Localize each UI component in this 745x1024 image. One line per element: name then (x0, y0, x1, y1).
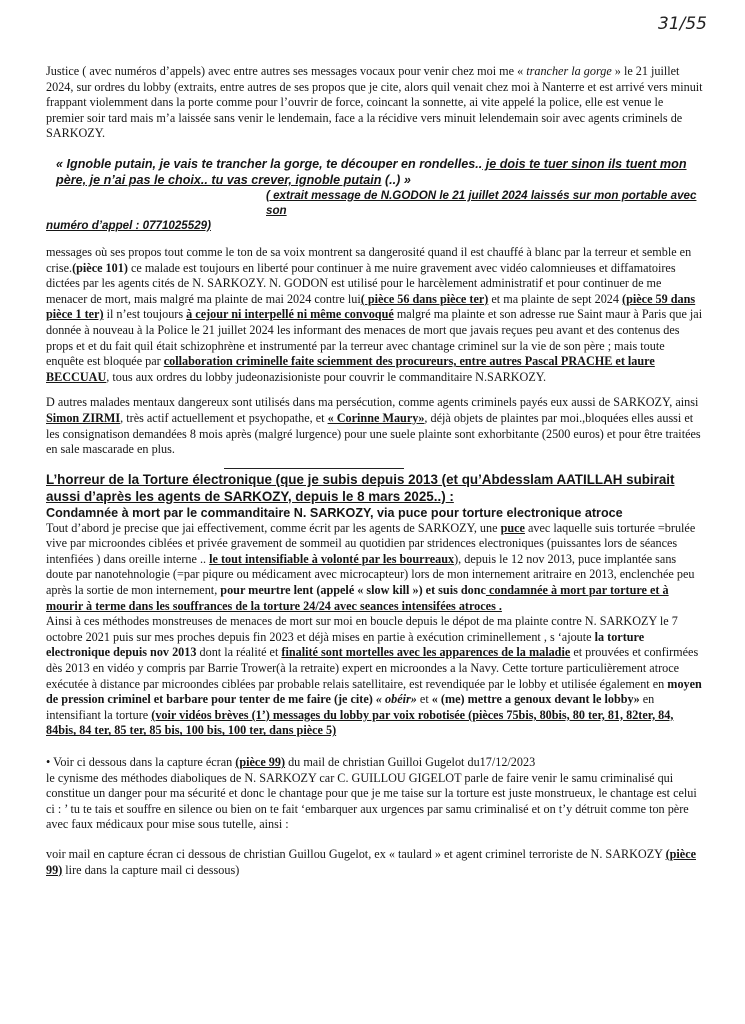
quote-source-line-1: ( extrait message de N.GODON le 21 juillet 2024 laissés sur mon portable avec son (266, 188, 697, 217)
text: ce malade est toujours en liberté pour continuer à me nuire gravement avec vidéo calomnieuses et diffamatoires dictées par les agents cités de N. SARKOZY. N. GODON est utilisé pour le harcèlement administratif et pour continuer de me menacer de mort, mais malgré ma plainte de mai 2024 contre lui (46, 260, 676, 306)
section-subtitle: Condamnée à mort par le commanditaire N. SARKOZY, via puce pour torture electronique atroce (46, 505, 623, 520)
section-divider (224, 468, 404, 469)
paragraph-5 (46, 614, 704, 739)
section-title (46, 471, 704, 505)
emphasis-text: « (me) mettre a genoux devant le lobby» (431, 692, 640, 707)
section-title-colon: : (445, 488, 454, 504)
section-title-main: L’horreur de la Torture électronique (46, 471, 272, 487)
text: Voir ci dessous dans la capture écran (53, 755, 236, 769)
text: Justice ( avec numéros d’appels) avec entre autres ses messages vocaux pour venir chez moi me « (46, 64, 527, 78)
emphasis-text: le tout intensifiable à volonté par les bourreaux (209, 551, 455, 566)
piece-ref: (pièce 99) (46, 846, 697, 877)
text: » le 21 juillet 2024, sur ordres du lobby (extraits, entre autres de ses propos que je cite, alors quil venait chez moi à Nanterre et est arrivé vers minuit frappant violemment dans la porte comme pour l’ouvrir de force, coincant la sonnette, ai vite appelé la police, elle est venue le premier soir tard mais m’a laissée sans venir le lendemain, face a la récidive vers minuit lelendemain soir avec agents criminels de SARKOZY. (46, 64, 703, 141)
paragraph-1 (46, 64, 704, 142)
piece-ref: (voir vidéos brèves (1’) messages du lobby par voix robotisée (pièces 75bis, 80bis, 80 ter, 81, 82ter, 84, 84bis, 84 ter, 85 ter, 85 bis, 100 bis, 100 ter, dans pièce 5) (46, 707, 674, 738)
emphasis-text: la torture electronique depuis nov 2013 (46, 629, 645, 660)
quote-text: « Ignoble putain, je vais te trancher la gorge, te découper en rondelles.. (56, 156, 483, 171)
text: en intensifiant la torture (46, 692, 655, 722)
text: , déjà objets de plaintes par moi.,bloquées elles aussi et les consignatison demandées 8 mois après (malgré lurgence) pour une suele plainte sont exhorbitante (2500 euros) et pour être traitées en sale mascarade en plus. (46, 410, 701, 457)
paragraph-2 (46, 245, 704, 385)
section-title-paren: (que je subis depuis 2013 (et qu’Abdesslam AATILLAH subirait aussi d’après les agents de SARKOZY, depuis le 8 mars 2025..) (46, 471, 675, 504)
text: avec laquelle suis torturée =brulée vive par microondes ciblées et privée gravement de sommeil au quotidien par stridences electroniques (puissantes lors de séances intenfiées ) dans oreille interne .. (46, 520, 696, 566)
quote-source (46, 188, 704, 233)
text: dont la réalité et (196, 645, 282, 660)
text: et ma plainte de sept 2024 (488, 291, 623, 306)
paragraph-3 (46, 395, 704, 457)
person-name: Simon ZIRMI (46, 410, 121, 425)
paragraph-4 (46, 521, 704, 615)
quote-text: (..) » (381, 172, 411, 187)
paragraph-7 (46, 847, 704, 878)
text: le cynisme des méthodes diaboliques de N. SARKOZY car C. GUILLOU GIGELOT parle de faire venir le samu criminalisé qui constitue un danger pour ma sécurité et donc le chantage pour que je me taise sur la torture est juste monstrueux, le chantage est celui ci : ’ tu te tais et souffre en silence ou bien on te fait ‘embarquer aux urgences par samu criminalisé et on t’y détruit comme ton père avec faux médicaux pour mise sous tutelle, ainsi : (46, 770, 697, 832)
text: voir mail en capture écran ci dessous de christian Guillou Gugelot, ex « taulard » et agent criminel terroriste de N. SARKOZY (46, 846, 666, 861)
text: et (416, 692, 432, 707)
emphasis-text: « obéir» (372, 692, 417, 707)
text: ), depuis le 12 nov 2013, puce implantée sans doute par nanotehnologie (=par piqure ou médicament avec microcapteur) lors de mon internement aritraire en 2013, enclenchée peu après la sortie de mon internement, (46, 551, 695, 598)
text: du mail de christian Guilloi Gugelot du17/12/2023 (285, 755, 536, 769)
piece-ref: (pièce 99) (235, 755, 286, 769)
text: , très actif actuellement et psychopathe, et (120, 410, 328, 425)
text: lire dans la capture mail ci dessous) (62, 862, 240, 877)
quote-source-line-2: numéro d’appel : 0771025529) (46, 218, 211, 232)
emphasis-text: collaboration criminelle faite sciemment des procureurs, entre autres Pascal PRACHE et laure BECCUAU (46, 354, 655, 384)
piece-ref: (pièce 59 dans pièce 1 ter) (46, 291, 696, 322)
emphasis-text: à cejour ni interpellé ni même convoqué (186, 307, 394, 322)
person-name: « Corinne Maury» (327, 410, 425, 425)
text: et prouvées et confirmées dès 2013 en vidéo y compris par Barrie Trower(à la retraite) expert en microondes a la Navy. Cette torture particulièrement atroce exécutée à distance par microondes ciblées par probable relais satellitaire, est revendiquée par le lobby et utilisée également en (46, 645, 699, 691)
emphasis-text: condamnée à mort par torture et à mourir à terme dans les souffrances de la torture 24/24 avec seances intensifées atroces . (46, 583, 669, 613)
emphasis-text: moyen de pression criminel et barbare pour tenter de me faire (je cite) (46, 676, 702, 707)
paragraph-6 (46, 755, 704, 833)
emphasis-text: puce (500, 520, 525, 535)
text: D autres malades mentaux dangereux sont utilisés dans ma persécution, comme agents criminels payés eux aussi de SARKOZY, ainsi (46, 395, 699, 410)
text: , tous aux ordres du lobby judeonazisioniste pour couvrir le commanditaire N.SARKOZY. (106, 369, 547, 384)
emphasis-text: finalité sont mortelles avec les apparences de la maladie (281, 645, 571, 660)
text: malgré ma plainte et son adresse rue Saint maur à Paris que jai donnée à nouveau à la Police le 21 juillet 2024 les informant des menaces de mort que javais reçues peu avant et des contenus des props et et du fait quil était schizophrène et instrumenté par la terreur avec chantage criminel sur la vie de son père ; mais toute enquête est bloquée par (46, 307, 703, 369)
piece-ref: (pièce 101) (72, 260, 128, 275)
text: messages où ses propos tout comme le ton de sa voix montrent sa dangerosité quand il est chauffé à blanc par la terreur et semble en crise. (46, 244, 692, 275)
threat-quote (56, 156, 704, 188)
document-body (46, 64, 704, 888)
text: il n’est toujours (103, 307, 187, 322)
piece-ref: ( pièce 56 dans pièce ter) (360, 291, 489, 306)
text: Tout d’abord je precise que jai effectivement, comme écrit par les agents de SARKOZY, une (46, 520, 501, 535)
italic-text: trancher la gorge (526, 64, 612, 78)
page-number: 31/55 (658, 14, 707, 34)
quote-underlined: je dois te tuer sinon ils tuent mon père, je n’ai pas le choix.. tu vas crever, ignoble putain (56, 156, 687, 187)
emphasis-text: pour meurtre lent (appelé « slow kill ») et suis donc (220, 583, 486, 598)
text: Ainsi à ces méthodes monstreuses de menaces de mort sur moi en boucle depuis le dépot de ma plainte contre N. SARKOZY le 7 octobre 2021 puis sur mes proches depuis fin 2023 et déjà mises en partie à exécution criminellement , s ‘ajoute (46, 614, 678, 644)
